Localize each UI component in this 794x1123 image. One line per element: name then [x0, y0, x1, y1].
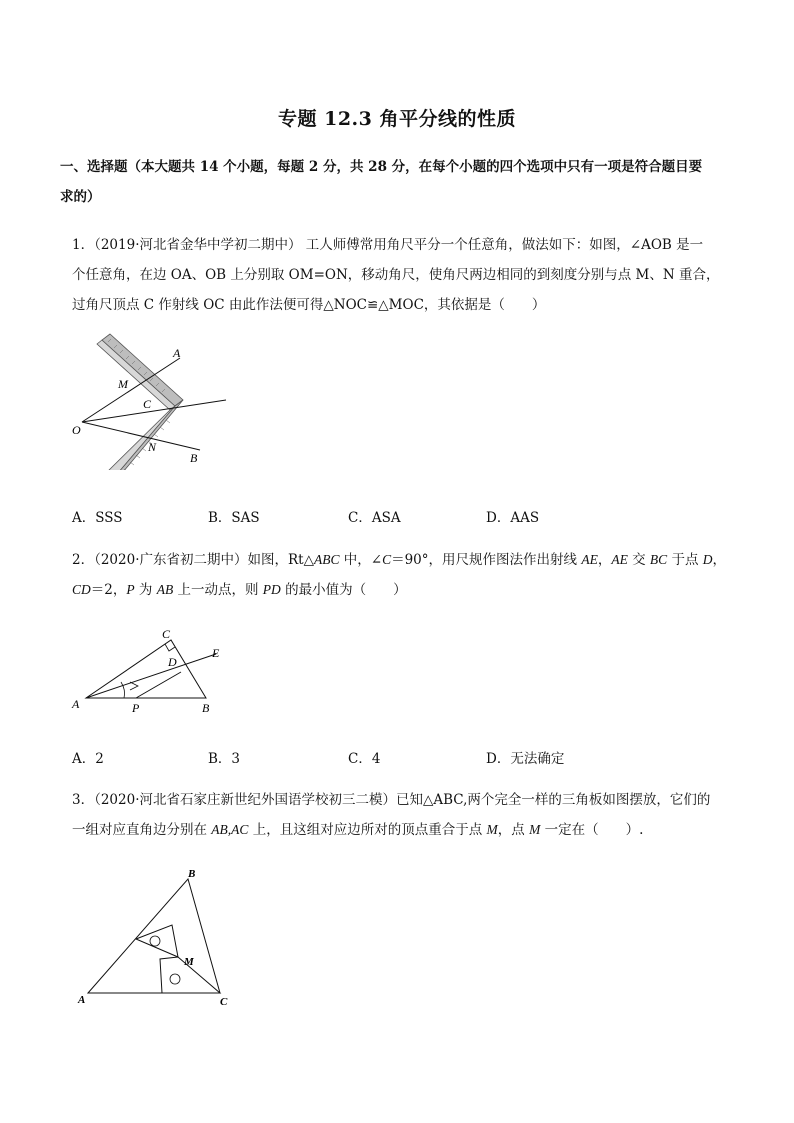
label-o: O [72, 423, 81, 437]
q1-option-b[interactable]: B．SAS [208, 510, 260, 526]
q1-option-a[interactable]: A．SSS [72, 510, 123, 526]
q2-line2: CD＝2，P 为 AB 上一动点，则 PD 的最小值为（ ） [72, 582, 407, 598]
label-c: C [220, 996, 228, 1008]
q3-figure [70, 865, 250, 1015]
question-3-text [72, 785, 742, 845]
question-2-text [72, 545, 742, 605]
q1-line2: 个任意角，在边 OA、OB 上分别取 OM=ON，移动角尺，使角尺两边相同的到刻度分别与点 M、N 重合， [72, 267, 720, 283]
q1-ruler-upper [97, 334, 183, 410]
q2-option-b[interactable]: B．3 [208, 751, 241, 767]
label-e: E [212, 646, 220, 660]
label-a: A [78, 994, 86, 1006]
set-square-upper [136, 925, 178, 957]
q1-figure [60, 330, 240, 470]
label-c: C [143, 397, 152, 411]
q2-option-c[interactable]: C．4 [348, 751, 381, 767]
label-m: M [118, 377, 128, 391]
label-n: N [148, 440, 157, 454]
section-heading-line2: 求的） [60, 189, 101, 205]
q2-option-d[interactable]: D．无法确定 [486, 751, 565, 767]
label-b: B [202, 701, 210, 715]
ray-oc [82, 400, 226, 422]
page-title: 专题 12.3 角平分线的性质 [277, 108, 516, 130]
q1-line3: 过角尺顶点 C 作射线 OC 由此作法便可得△NOC≌△MOC，其依据是（ ） [72, 297, 546, 313]
q1-option-d[interactable]: D．AAS [486, 510, 540, 526]
label-b: B [190, 451, 198, 465]
question-1-text [72, 230, 742, 320]
label-a: A [72, 697, 80, 711]
q3-line1: 3．（2020·河北省石家庄新世纪外国语学校初三二模）已知△ABC,两个完全一样的三角板如图摆放，它们的 [72, 792, 711, 808]
triangle-abc [86, 640, 206, 698]
label-p: P [132, 701, 140, 715]
construction-arc [121, 682, 125, 698]
segment-pd [136, 672, 181, 698]
label-b: B [188, 868, 196, 880]
q2-figure [66, 624, 236, 716]
label-c: C [162, 627, 171, 641]
label-a: A [173, 346, 181, 360]
set-square-hole-lower [170, 974, 180, 984]
set-square-hole-upper [150, 936, 160, 946]
q1-line1: 1．（2019·河北省金华中学初二期中） 工人师傅常用角尺平分一个任意角，做法如下：如图，∠AOB 是一 [72, 237, 704, 253]
q2-line1: 2．（2020·广东省初二期中）如图，Rt△ABC 中，∠C＝90°，用尺规作图法作出射线 AE，AE 交 BC 于点 D， [72, 552, 727, 568]
label-d: D [168, 655, 177, 669]
q3-line2: 一组对应直角边分别在 AB,AC 上，且这组对应边所对的顶点重合于点 M，点 M 一定在（ ）. [72, 822, 644, 838]
section-heading [60, 152, 740, 212]
q2-option-a[interactable]: A．2 [72, 751, 104, 767]
section-heading-line1: 一、选择题（本大题共 14 个小题，每题 2 分，共 28 分，在每个小题的四个选项中只有一项是符合题目要 [60, 159, 703, 175]
ray-ae [86, 654, 216, 698]
q1-option-c[interactable]: C．ASA [348, 510, 401, 526]
label-m: M [184, 956, 194, 968]
